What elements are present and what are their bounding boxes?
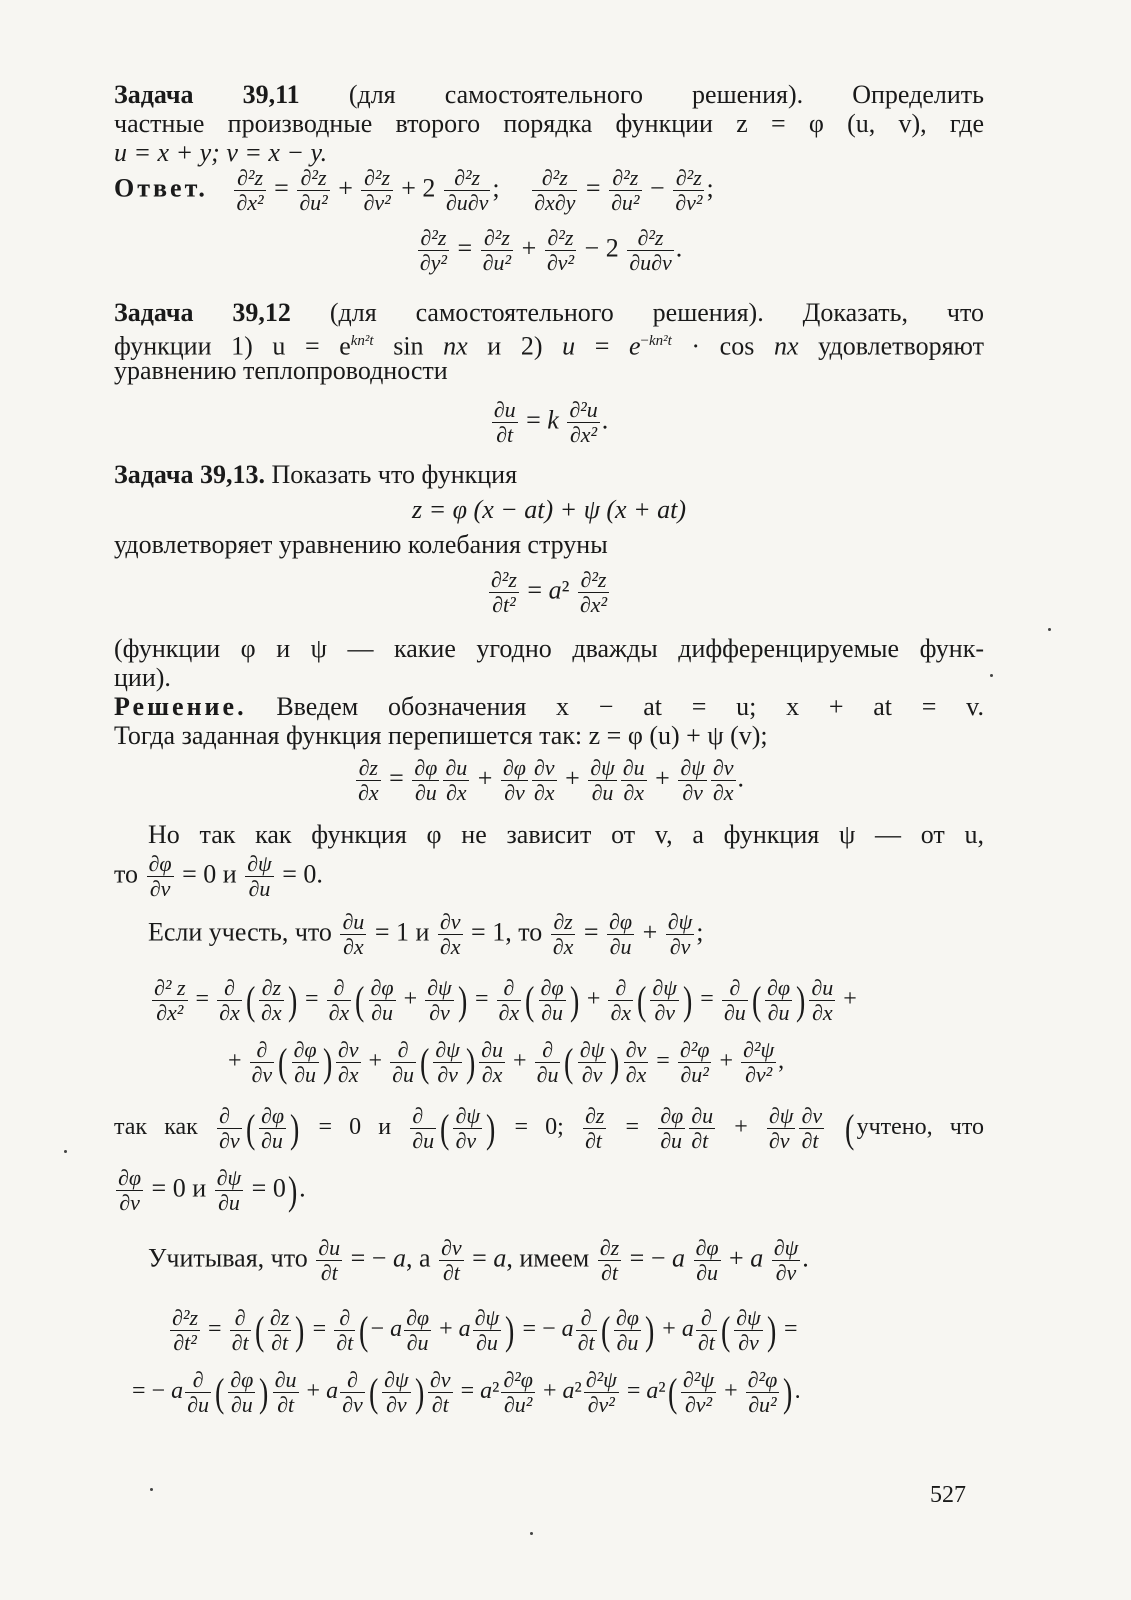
p3-line4: ции). — [114, 663, 171, 692]
p3-line1: Задача 39,13. Показать что функция — [114, 460, 518, 489]
page-number: 527 — [930, 1482, 966, 1508]
p2-line1: Задача 39,12 (для самостоятельного решения). Доказать, что — [114, 298, 985, 327]
answer-line2: $\frac{\text{∂²z}}{\text{∂y²}}$ = $\frac{\text{∂²z}}{\text{∂u²}}$ + $\frac{\text{∂²z}}{\text{∂v²}}$ − 2 $\frac{\text{∂²z}}{\partial u\partial v}$ . — [419, 225, 683, 275]
p1-line1: Задача 39,11 (для самостоятельного решения). Определить — [114, 80, 984, 109]
p1-line2: частные производные второго порядка функции z = φ (u, v), где — [114, 109, 984, 138]
speck — [150, 1488, 153, 1491]
wave-equation: $\frac{\text{∂²z}}{\text{∂t²}}$ = a² $\frac{\text{∂²z}}{\text{∂x²}}$ — [490, 567, 608, 617]
speck — [1048, 628, 1051, 631]
p3-line2: удовлетворяет уравнению колебания струны — [114, 530, 608, 559]
sol-line5b: $\frac{\partial\varphi}{\partial v}$ = 0 и $\frac{\partial\psi}{\partial u}$ = 0). — [118, 1165, 306, 1215]
heat-equation: $\frac{\partial u}{\partial t}$ = k $\frac{\text{∂²u}}{\text{∂x²}}$ . — [493, 397, 609, 447]
d2z-dt2-line2: = − a ∂ ∂u ( $\frac{\partial\varphi}{\partial u}$ ) $\frac{\partial u}{\partial t}$ + a ∂ ∂v ( $\frac{\partial\psi}{\partial v}$ ) $\frac{\partial v}{\partial t}$ = a² $\frac{\text{∂²φ}}{\text{∂u²}}$ + a² $\frac{\text{∂²ψ}}{\text{∂v²}}$ = a²( $\frac{\text{∂²ψ}}{\text{∂v²}}$ + $\frac{\text{∂²φ}}{\text{∂u²}}$ ). — [132, 1367, 801, 1417]
d2z-dt2-line1: $\frac{\text{∂²z}}{\text{∂t²}}$ = ∂ ∂t ( $\frac{\partial z}{\partial t}$ ) = ∂ ∂t (− a $\frac{\partial\varphi}{\partial u}$ + a $\frac{\partial\psi}{\partial u}$ ) = − a ∂ ∂t ( $\frac{\partial\varphi}{\partial u}$ ) + a ∂ ∂t ( $\frac{\partial\psi}{\partial v}$ ) = — [172, 1305, 798, 1355]
sol-line4: Если учесть, что $\frac{\partial u}{\partial x}$ = 1 и $\frac{\partial v}{\partial x}$ = 1, то $\frac{\partial z}{\partial x}$ = $\frac{\partial\varphi}{\partial u}$ + $\frac{\partial\psi}{\partial v}$ ; — [148, 909, 704, 959]
speck — [64, 1150, 67, 1153]
sol-line5: так как ∂ ∂v ( $\frac{\partial\varphi}{\partial u}$ ) = 0 и ∂ ∂u ( $\frac{\partial\psi}{\partial v}$ ) = 0; $\frac{\partial z}{\partial t}$ = $\frac{\partial\varphi}{\partial u}$ $\frac{\partial u}{\partial t}$ + $\frac{\partial\psi}{\partial v}$ $\frac{\partial v}{\partial t}$ (учтено, что — [114, 1103, 985, 1153]
sol-line3: Но так как функция φ не зависит от v, а функция ψ — от u, — [148, 820, 984, 849]
dz-dx-expansion: $\frac{\partial z}{\partial x}$ = $\frac{\partial\varphi}{\partial u}$ $\frac{\partial u}{\partial x}$ + $\frac{\partial\varphi}{\partial v}$ $\frac{\partial v}{\partial x}$ + $\frac{\partial\psi}{\partial u}$ $\frac{\partial u}{\partial x}$ + $\frac{\partial\psi}{\partial v}$ $\frac{\partial v}{\partial x}$ . — [357, 755, 745, 805]
sol-line3b: то $\frac{\partial\varphi}{\partial v}$ = 0 и $\frac{\partial\psi}{\partial u}$ = 0. — [114, 851, 323, 901]
sol-line2: Тогда заданная функция перепишется так: z = φ (u) + ψ (v); — [114, 721, 768, 750]
speck — [530, 1532, 533, 1535]
p1-line3: u = x + y; v = x − y. — [114, 138, 328, 167]
answer-line1: Ответ. $\frac{\text{∂²z}}{\text{∂x²}}$ = $\frac{\text{∂²z}}{\text{∂u²}}$ + $\frac{\text{∂²z}}{\text{∂v²}}$ + 2 $\frac{\text{∂²z}}{\partial u\partial v}$ ; $\frac{\text{∂²z}}{\partial x\partial y}$ = $\frac{\text{∂²z}}{\text{∂u²}}$ − $\frac{\text{∂²z}}{\text{∂v²}}$ ; — [114, 165, 714, 215]
sol-line6: Учитывая, что $\frac{\partial u}{\partial t}$ = − a, а $\frac{\partial v}{\partial t}$ = a, имеем $\frac{\partial z}{\partial t}$ = − a $\frac{\partial\varphi}{\partial u}$ + a $\frac{\partial\psi}{\partial v}$ . — [148, 1235, 809, 1285]
p3-line3: (функции φ и ψ — какие угодно дважды дифференцируемые функ- — [114, 634, 984, 663]
d2z-dx2-line2: + ∂ ∂v ( $\frac{\partial\varphi}{\partial u}$ ) $\frac{\partial v}{\partial x}$ + ∂ ∂u ( $\frac{\partial\psi}{\partial v}$ ) $\frac{\partial u}{\partial x}$ + ∂ ∂u ( $\frac{\partial\psi}{\partial v}$ ) $\frac{\partial v}{\partial x}$ = $\frac{\text{∂²φ}}{\text{∂u²}}$ + $\frac{\text{∂²ψ}}{\text{∂v²}}$ , — [228, 1037, 785, 1087]
speck — [990, 674, 993, 677]
sol-line1: Решение. Введем обозначения x − at = u; x + at = v. — [114, 692, 984, 721]
p3-function: z = φ (x − at) + ψ (x + at) — [412, 495, 686, 524]
d2z-dx2-line1: $\frac{\text{∂² z}}{\text{∂x²}}$ = ∂ ∂x ( $\frac{\partial z}{\partial x}$ ) = ∂ ∂x ( $\frac{\partial\varphi}{\partial u}$ + $\frac{\partial\psi}{\partial v}$ ) = ∂ ∂x ( $\frac{\partial\varphi}{\partial u}$ ) + ∂ ∂x ( $\frac{\partial\psi}{\partial v}$ ) = ∂ ∂u ( $\frac{\partial\varphi}{\partial u}$ ) $\frac{\partial u}{\partial x}$ + — [154, 975, 857, 1025]
p2-line3: уравнению теплопроводности — [114, 356, 448, 385]
p2-line2: функции 1) $u = e^{kn^2t}$ sin nx и 2) $u = e^{-kn^2t} \cdot \cos$ nx удовлетворяют — [114, 331, 985, 361]
